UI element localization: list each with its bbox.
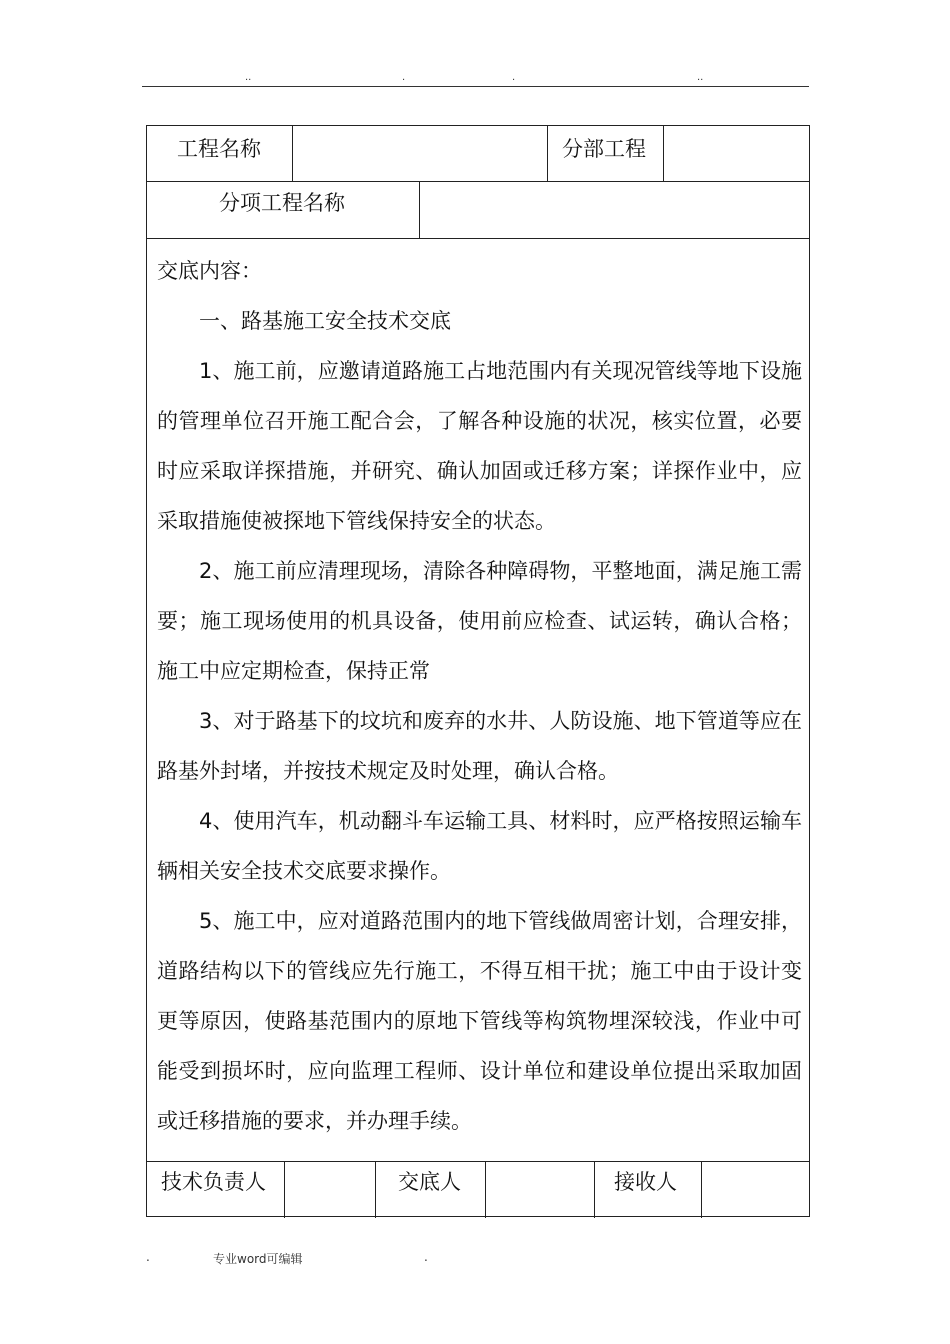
row-divider [147, 181, 809, 182]
section-title: 一、路基施工安全技术交底 [199, 309, 451, 333]
content-paragraph: 5、施工中，应对道路范围内的地下管线做周密计划，合理安排，道路结构以下的管线应先行施工，不得互相干扰；施工中由于设计变更等原因，使路基范围内的原地下管线等构筑物埋深较浅，作业中可能受到损坏时，应向监理工程师、设计单位和建设单位提出采取加固或迁移措施的要求，并办理手续。 [157, 909, 802, 1133]
project-name-label: 工程名称 [177, 137, 261, 161]
cell-divider [292, 126, 293, 181]
header-mark: . [402, 72, 406, 83]
disclosure-content [157, 246, 802, 1146]
cell-divider [594, 1161, 595, 1218]
row-divider [147, 1161, 809, 1162]
content-paragraph: 1、施工前，应邀请道路施工占地范围内有关现况管线等地下设施的管理单位召开施工配合会，了解各种设施的状况，核实位置，必要时应采取详探措施，并研究、确认加固或迁移方案；详探作业中，应采取措施使被探地下管线保持安全的状态。 [157, 359, 802, 533]
cell-divider [284, 1161, 285, 1218]
footer-text: 专业word可编辑 [213, 1252, 303, 1266]
cell-divider [485, 1161, 486, 1218]
receiver-label: 接收人 [614, 1170, 677, 1194]
cell-divider [375, 1161, 376, 1218]
header-mark: .. [697, 72, 704, 83]
disclosure-table [146, 125, 810, 1217]
cell-divider [419, 181, 420, 238]
presenter-label: 交底人 [398, 1170, 461, 1194]
footer-mark: . [146, 1250, 150, 1264]
cell-divider [701, 1161, 702, 1218]
footer-mark: . [424, 1250, 428, 1264]
content-paragraph: 4、使用汽车，机动翻斗车运输工具、材料时，应严格按照运输车辆相关安全技术交底要求操作。 [157, 809, 802, 883]
content-heading: 交底内容： [157, 259, 262, 283]
header-mark: . [512, 72, 516, 83]
tech-lead-label: 技术负责人 [161, 1170, 266, 1194]
item-name-label: 分项工程名称 [219, 191, 345, 215]
cell-divider [547, 126, 548, 181]
subproject-label: 分部工程 [562, 137, 646, 161]
content-paragraph: 3、对于路基下的坟坑和废弃的水井、人防设施、地下管道等应在路基外封堵，并按技术规定及时处理，确认合格。 [157, 709, 802, 783]
header-mark: .. [245, 72, 252, 83]
header-rule [142, 86, 809, 87]
row-divider [147, 238, 809, 239]
content-paragraph: 2、施工前应清理现场，清除各种障碍物，平整地面，满足施工需要；施工现场使用的机具设备，使用前应检查、试运转，确认合格；施工中应定期检查，保持正常 [157, 559, 802, 683]
cell-divider [663, 126, 664, 181]
